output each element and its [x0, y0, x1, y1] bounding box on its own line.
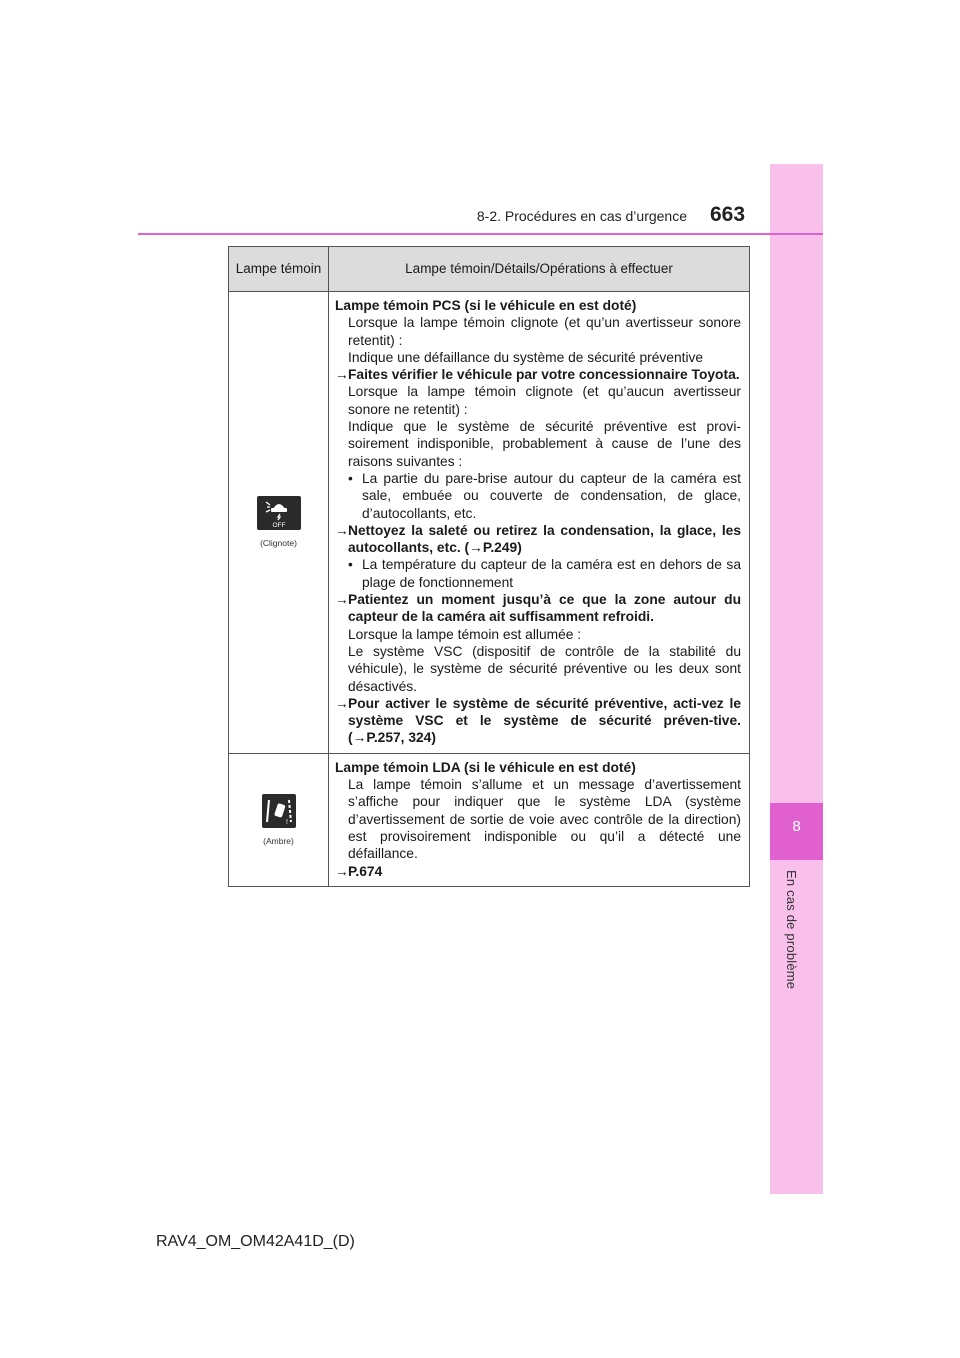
- action-item: → Nettoyez la saleté ou retirez la condensation, la glace, les autocollants, etc. (→P.249): [335, 522, 741, 556]
- lamp-title: Lampe témoin PCS (si le véhicule en est doté): [335, 298, 637, 313]
- bullet-item: • La température du capteur de la caméra est en dehors de sa plage de fonctionnement: [348, 557, 741, 590]
- svg-text:!: !: [285, 818, 288, 826]
- paragraph: Le système VSC (dispositif de contrôle de la stabilité du véhicule), le système de sécurité préventive ou les deux sont désactivés.: [348, 643, 741, 694]
- bullet-icon: •: [348, 557, 353, 573]
- chapter-number: 8: [792, 818, 801, 835]
- header-lamp: Lampe témoin: [229, 247, 329, 292]
- arrow-icon: →: [335, 522, 349, 538]
- icon-cell: [229, 292, 329, 754]
- chapter-label: En cas de problème: [784, 870, 799, 990]
- details-cell: [329, 292, 750, 754]
- paragraph: Lorsque la lampe témoin clignote (et qu’aucun avertisseur sonore ne retentit) :: [348, 384, 741, 417]
- paragraph: Lorsque la lampe témoin est allumée :: [348, 626, 582, 642]
- lamp-title: Lampe témoin LDA (si le véhicule en est doté): [335, 759, 636, 775]
- paragraph: Indique une défaillance du système de sécurité préventive: [348, 349, 704, 365]
- warning-lamp-table: [228, 246, 750, 887]
- action-item: → Faites vérifier le véhicule par votre concessionnaire Toyota.: [335, 367, 740, 383]
- bullet-icon: •: [348, 470, 353, 486]
- lda-warning-icon: [262, 794, 296, 828]
- side-tab: [770, 164, 823, 1194]
- paragraph: Lorsque la lampe témoin clignote (et qu’un avertisseur sonore retentit) :: [348, 315, 741, 348]
- document-code: RAV4_OM_OM42A41D_(D): [156, 1233, 355, 1250]
- paragraph: La lampe témoin s’allume et un message d’avertissement s’affiche pour indiquer que le système LDA (système d’avertissement de sortie de voie avec contrôle de la direction) est provisoirement indisponible ou qu’il a détecté une défaillance.: [348, 777, 741, 862]
- section-title: 8-2. Procédures en cas d’urgence: [476, 208, 687, 224]
- arrow-icon: →: [335, 592, 349, 608]
- details-cell: [329, 753, 750, 886]
- action-item: → P.674: [335, 863, 383, 879]
- pcs-off-icon-graphic: [257, 496, 301, 530]
- pcs-off-text: OFF: [272, 522, 285, 530]
- header-details: Lampe témoin/Détails/Opérations à effectuer: [329, 247, 750, 292]
- paragraph: Indique que le système de sécurité préventive est provi-soirement indisponible, probablement à cause de l’une des raisons suivantes :: [348, 419, 741, 469]
- icon-caption: (Clignote): [260, 538, 297, 549]
- table-row: [229, 753, 750, 886]
- icon-cell: [229, 753, 329, 886]
- table-header-row: [229, 247, 750, 292]
- action-item: → Patientez un moment jusqu’à ce que la zone autour du capteur de la caméra ait suffisamment refroidi.: [335, 592, 741, 625]
- bullet-item: • La partie du pare-brise autour du capteur de la caméra est sale, embuée ou couverte de condensation, de glace, d’autocollants, etc.: [348, 470, 741, 521]
- lda-warning-icon-graphic: [262, 794, 296, 828]
- arrow-icon: →: [335, 695, 349, 711]
- icon-caption: (Ambre): [263, 835, 294, 846]
- header-divider: [138, 233, 823, 235]
- action-item: → Pour activer le système de sécurité préventive, acti-vez le système VSC et le système de sécurité préven-tive. (→P.257, 324): [335, 695, 741, 746]
- pcs-off-icon: [257, 496, 301, 530]
- arrow-icon: →: [335, 863, 349, 879]
- page-number: 663: [710, 203, 746, 226]
- arrow-icon: →: [335, 367, 349, 383]
- table-row: [229, 292, 750, 754]
